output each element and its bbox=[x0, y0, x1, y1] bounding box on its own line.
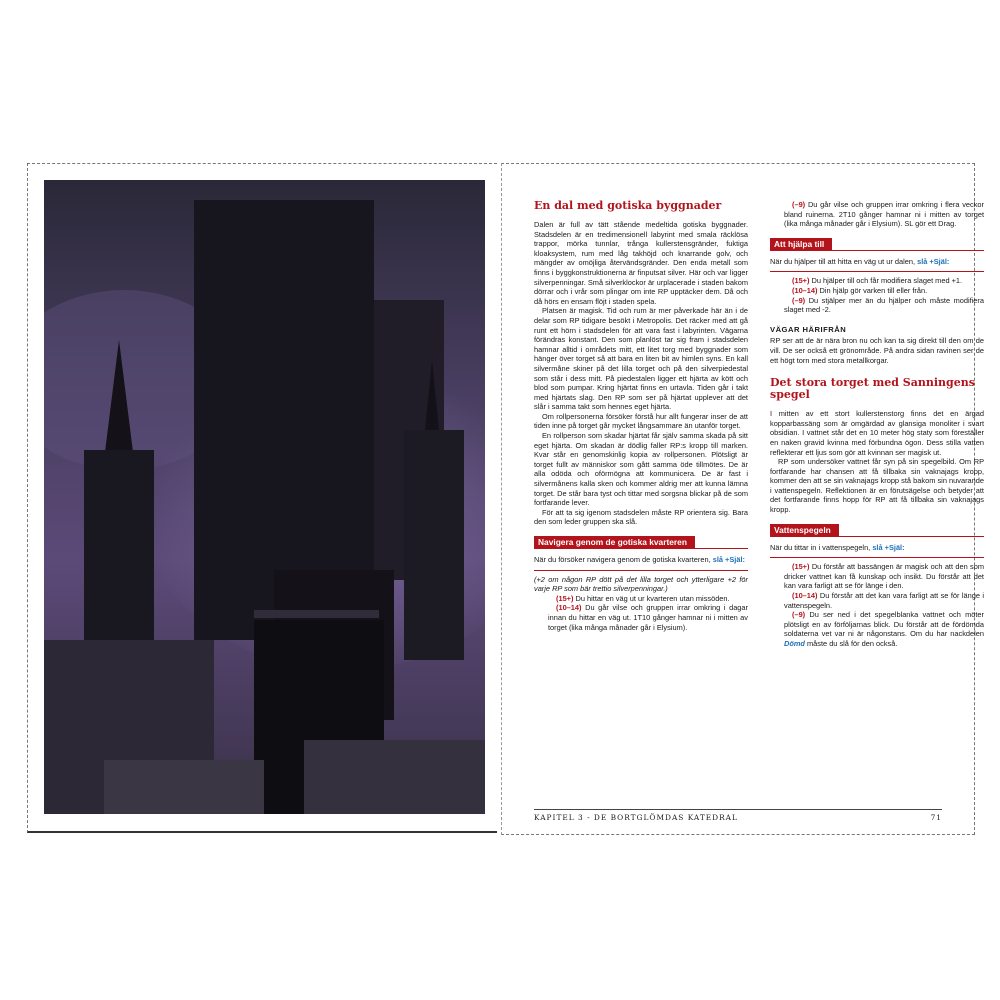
result-line bbox=[534, 603, 748, 632]
result-level: (10–14) bbox=[792, 591, 818, 601]
paragraph: I mitten av ett stort kullerstenstorg finns det en ärgad kopparbassäng som är omgärdad av glansiga monoliter i svart obsidian. I vattnet står det en 10 meter hög staty som föreställer en naken gravid kvinna med förbundna ögon. Dess stilla vatten reflekterar ett ljus som gör att kvinnan ser magisk ut. bbox=[770, 409, 984, 457]
gothic-city-illustration bbox=[44, 180, 485, 814]
result-level: (10–14) bbox=[556, 603, 582, 613]
result-text: Du hjälper till och får modifiera slaget med +1. bbox=[811, 276, 963, 286]
roll-label: slå +Själ: bbox=[872, 542, 905, 552]
move-intro bbox=[534, 555, 748, 565]
move-box-header bbox=[770, 524, 984, 537]
move-box-header bbox=[770, 238, 984, 251]
divider bbox=[534, 570, 748, 571]
move-intro bbox=[770, 543, 984, 553]
section-heading: En dal med gotiska byggnader bbox=[534, 199, 722, 212]
move-intro-text: När du hjälper till att hitta en väg ut ur dalen, bbox=[770, 256, 916, 266]
page-footer bbox=[534, 809, 942, 822]
subsection-heading: VÄGAR HÄRIFRÅN bbox=[770, 324, 847, 334]
move-box-title: Navigera genom de gotiska kvarteren bbox=[534, 536, 695, 548]
result-line bbox=[534, 594, 748, 604]
roll-label: slå +Själ: bbox=[712, 555, 745, 564]
result-line bbox=[770, 276, 984, 286]
right-page bbox=[501, 163, 984, 835]
move-intro-text: När du tittar in i vattenspegeln, bbox=[770, 542, 871, 552]
left-page bbox=[27, 163, 497, 833]
paragraph: Dalen är full av tätt stående medeltida gotiska byggnader. Stadsdelen är en tredimensionell labyrint med smala räcklösa trappor, mörka tunnlar, trånga kullerstensgränder, fuktiga kloaksystem, rum med låg takhöjd och knarrande golv, och mängder av omöjliga återvändsgränder. Den enda metall som finns i byggkonstruktionerna är finputsat silver. Här och var ligger silverpenningar. Små silverklockor är urplacerade i staden bakom dörrar och i vrår som plingar om inte RP upptäcker dem. Då och då hörs en ensam flöjt i staden spela. bbox=[534, 220, 748, 306]
text-column-left bbox=[534, 200, 748, 632]
paragraph: RP som undersöker vattnet får syn på sin spegelbild. Om RP fortfarande har chansen att få tillbaka sin vaknajags kropp, kommer den att se sin vaknajags kropp stå bakom sin nuvarande i vattenspegeln. Reflektionen är en förutsägelse och betyder att det fortfarande finns hopp för RP att få tillbaka sin vaknajags kropp. bbox=[770, 457, 984, 515]
result-line bbox=[770, 591, 984, 610]
chapter-title: KAPITEL 3 - DE BORTGLÖMDAS KATEDRAL bbox=[534, 813, 738, 822]
result-level: (–9) bbox=[792, 610, 806, 620]
result-text: Din hjälp gör varken till eller från. bbox=[819, 285, 928, 295]
result-text: Du förstår att det kan vara farligt att se för länge i vattenspegeln. bbox=[784, 591, 984, 610]
result-text: Du hittar en väg ut ur kvarteren utan missöden. bbox=[575, 593, 730, 603]
move-box-title: Vattenspegeln bbox=[770, 524, 839, 536]
text-column-right bbox=[770, 200, 984, 649]
roll-label: slå +Själ: bbox=[917, 256, 950, 266]
result-level: (15+) bbox=[556, 593, 574, 603]
result-level: (15+) bbox=[792, 562, 810, 572]
result-line bbox=[770, 562, 984, 591]
book-spread bbox=[27, 163, 984, 835]
divider bbox=[770, 557, 984, 558]
result-level: (15+) bbox=[792, 276, 810, 286]
result-text: Du ser ned i det spegelblanka vattnet och möter plötsligt en av förföljarnas blick. Du förstår att de fördömda soldaterna vet var ni är någonstans. Om du har nackdelen bbox=[784, 610, 984, 639]
keyword-doomed: Dömd bbox=[784, 639, 805, 648]
result-text: Du går vilse och gruppen irrar omkring i flera veckor bland ruinerna. 2T10 gånger hamnar ni i mitten av torget (lika många månader går i Elysium). SL gör ett Drag. bbox=[784, 200, 984, 229]
result-level: (–9) bbox=[792, 200, 806, 209]
result-line bbox=[770, 610, 984, 648]
result-line bbox=[770, 296, 984, 315]
paragraph: Platsen är magisk. Tid och rum är mer påverkade här än i de delar som RP tidigare besökt i Metropolis. Det räcker med att gå runt ett hörn i stadsdelen för att vara fast i labyrinten. Vägarna förändras konstant. Den som planlöst tar sig fram i stadsdelen hamnar alltid i områdets mitt, ett litet torg med byggnader som hänger över torget så att bara en liten bit av himlen syns. En kall silvermåne skiner på det lilla torget och på den silverpiedestal som står i dess mitt. På piedestalen ligger ett hjärta av kött och blod som pumpar. Kring hjärtat finns en urtavla. Tiden går i takt med hjärtats slag. Den RP som ser på hjärtat upplever att det slår i samma takt som hennes eget hjärta. bbox=[534, 306, 748, 412]
paragraph: RP ser att de är nära bron nu och kan ta sig direkt till den om de vill. De ser också ett grönområde. På andra sidan ravinen ser de ett högt torn med stora metallkorgar. bbox=[770, 336, 984, 365]
illustration-graphic bbox=[44, 180, 485, 814]
result-text: Du går vilse och gruppen irrar omkring i dagar innan du hittar en väg ut. 1T10 gånger hamnar ni i mitten av torget (lika många månader går i Elysium). bbox=[548, 603, 748, 632]
paragraph: För att ta sig igenom stadsdelen måste RP orientera sig. Bara den som leder gruppen ska slå. bbox=[534, 507, 748, 527]
move-box-title: Att hjälpa till bbox=[770, 238, 832, 250]
paragraph: En rollperson som skadar hjärtat får själv samma skada på sitt eget hjärta. Om skadan är dödlig faller RP:s kropp till marken. Kvar står en genomskinlig kopia av rollpersonen. Plötsligt är torget fullt av människor som gått samma öde tillmötes. De är alla odöda och oförmögna att kommunicera. De är fast i silvermånens kalla sken och kommer aldrig mer att kunna lämna torget. De står bara tyst och tittar med sorgsna blickar på de som fortfarande lever. bbox=[534, 431, 748, 508]
section-heading: Det stora torget med Sanningens spegel bbox=[770, 376, 975, 402]
move-intro-text: När du försöker navigera genom de gotiska kvarteren, bbox=[534, 555, 711, 564]
result-text: måste du slå för den också. bbox=[807, 639, 898, 648]
paragraph: Om rollpersonerna försöker förstå hur allt fungerar inser de att tiden inne på torget går mycket långsammare än utanför torget. bbox=[534, 411, 748, 431]
result-level: (–9) bbox=[792, 295, 806, 305]
result-level: (10–14) bbox=[792, 285, 818, 295]
page-number: 71 bbox=[930, 813, 942, 822]
move-note: (+2 om någon RP dött på det lilla torget och ytterligare +2 för varje RP som bär trettio silverpenningar.) bbox=[534, 574, 748, 594]
result-line bbox=[770, 286, 984, 296]
divider bbox=[770, 271, 984, 272]
result-text: Du förstår att bassängen är magisk och att den som dricker vattnet kan få kunskap och insikt. Du förstår att det kan vara farligt att se för länge i den. bbox=[784, 562, 984, 591]
move-intro bbox=[770, 257, 984, 267]
move-box-header bbox=[534, 536, 748, 549]
result-line bbox=[770, 200, 984, 229]
result-text: Du stjälper mer än du hjälper och måste modifiera slaget med -2. bbox=[784, 295, 984, 315]
